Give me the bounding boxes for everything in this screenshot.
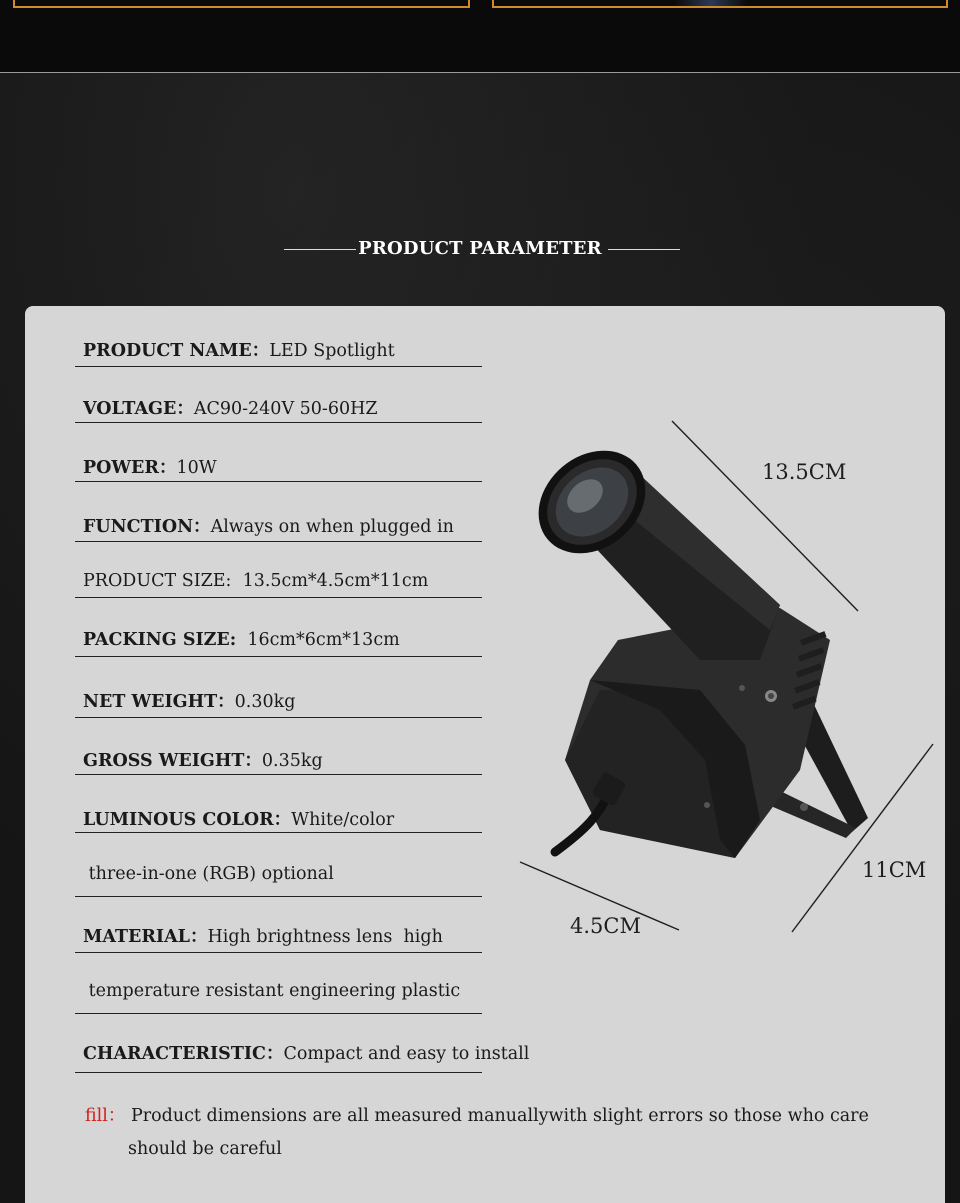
param-value: Always on when plugged in [210,517,454,537]
param-label: PRODUCT SIZE: [83,571,232,591]
param-value: 16cm*6cm*13cm [236,630,400,650]
param-value: AC90-240V 50-60HZ [193,399,378,419]
param-label: PRODUCT NAME： [83,341,270,361]
dimension-label-length: 13.5CM [762,460,847,484]
measurement-note-cont: should be careful [128,1139,282,1159]
param-label: PACKING SIZE: [83,630,237,650]
dimension-line-height [792,744,933,932]
note-label: fill： [85,1106,126,1126]
dimension-label-height: 11CM [862,858,927,882]
param-value: 0.30kg [234,692,296,712]
param-label: VOLTAGE： [83,399,194,419]
param-label: CHARACTERISTIC： [83,1044,284,1064]
param-label: POWER： [83,458,177,478]
param-value: High brightness lens high [207,927,443,947]
param-value: 13.5cm*4.5cm*11cm [231,571,429,591]
param-value: 10W [176,458,217,478]
section-title: PRODUCT PARAMETER [358,238,602,259]
param-value: three-in-one (RGB) optional [83,864,334,884]
spotlight-barrel [518,429,780,660]
note-text: Product dimensions are all measured manuallywith slight errors so those who care [130,1106,869,1126]
param-value: Compact and easy to install [283,1044,530,1064]
param-label: MATERIAL： [83,927,208,947]
param-label: LUMINOUS COLOR： [83,810,292,830]
param-label: NET WEIGHT： [83,692,235,712]
dimension-label-width: 4.5CM [570,914,641,938]
param-value: LED Spotlight [269,341,395,361]
param-value: 0.35kg [261,751,323,771]
param-value: White/color [291,810,395,830]
param-label: FUNCTION： [83,517,211,537]
param-value: temperature resistant engineering plastic [83,981,461,1001]
param-label: GROSS WEIGHT： [83,751,262,771]
